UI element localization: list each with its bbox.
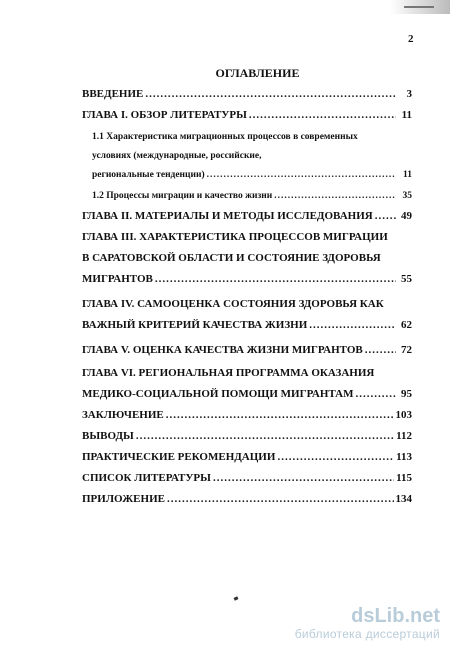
- leader-dots: [309, 315, 396, 336]
- toc-entry-chapter-3: [82, 269, 412, 290]
- toc-entry-text: ВВЕДЕНИЕ: [82, 88, 144, 100]
- toc-entry-page: 72: [401, 344, 412, 356]
- toc-entry-line: условиях (международные, российские,: [92, 151, 262, 161]
- toc-entry-text: ЗАКЛЮЧЕНИЕ: [82, 409, 164, 421]
- table-of-contents: [82, 84, 412, 510]
- leader-dots: [375, 206, 396, 227]
- page-number: 2: [408, 33, 414, 45]
- toc-entry-text: 1.2 Процессы миграции и качество жизни: [92, 191, 273, 201]
- toc-entry-findings: [82, 426, 412, 447]
- toc-entry-page: 112: [396, 430, 412, 442]
- watermark-subtitle: библиотека диссертаций: [294, 627, 440, 641]
- leader-dots: [207, 166, 396, 185]
- leader-dots: [136, 426, 394, 447]
- toc-entry-conclusion: [82, 405, 412, 426]
- toc-entry-chapter-4: [82, 315, 412, 336]
- scan-speck: [234, 596, 239, 600]
- toc-entry-page: 134: [395, 493, 412, 505]
- toc-entry-page: 35: [402, 191, 412, 201]
- toc-entry-text: ПРАКТИЧЕСКИЕ РЕКОМЕНДАЦИИ: [82, 451, 276, 463]
- toc-entry-page: 103: [395, 409, 412, 421]
- leader-dots: [166, 405, 394, 426]
- toc-entry-line: ГЛАВА VI. РЕГИОНАЛЬНАЯ ПРОГРАММА ОКАЗАНИЯ: [82, 367, 375, 379]
- toc-entry-line: ГЛАВА IV. САМООЦЕНКА СОСТОЯНИЯ ЗДОРОВЬЯ КАК: [82, 298, 384, 310]
- leader-dots: [145, 84, 396, 105]
- toc-entry-page: 115: [396, 472, 412, 484]
- toc-entry-appendix: [82, 489, 412, 510]
- leader-dots: [277, 447, 394, 468]
- toc-entry-page: 113: [396, 451, 412, 463]
- leader-dots: [356, 384, 396, 405]
- toc-entry-page: 62: [401, 319, 412, 331]
- toc-entry-page: 49: [401, 210, 412, 222]
- toc-entry-text: ВАЖНЫЙ КРИТЕРИЙ КАЧЕСТВА ЖИЗНИ: [82, 319, 308, 331]
- toc-entry-recommendations: [82, 447, 412, 468]
- toc-entry-chapter-2: [82, 206, 412, 227]
- toc-entry-text: МИГРАНТОВ: [82, 273, 153, 285]
- toc-entry-text: СПИСОК ЛИТЕРАТУРЫ: [82, 472, 211, 484]
- toc-entry-page: 11: [401, 109, 412, 121]
- watermark-logo: dsLib.net: [351, 605, 440, 627]
- toc-entry-text: региональные тенденции): [92, 170, 205, 180]
- toc-entry-page: 95: [401, 388, 412, 400]
- leader-dots: [155, 269, 396, 290]
- toc-entry-text: МЕДИКО-СОЦИАЛЬНОЙ ПОМОЩИ МИГРАНТАМ: [82, 388, 354, 400]
- toc-entry-text: ГЛАВА I. ОБЗОР ЛИТЕРАТУРЫ: [82, 109, 247, 121]
- toc-entry-chapter-6: [82, 384, 412, 405]
- scan-edge-mark: [404, 6, 434, 8]
- toc-entry-line: В САРАТОВСКОЙ ОБЛАСТИ И СОСТОЯНИЕ ЗДОРОВЬЯ: [82, 252, 381, 264]
- toc-title: ОГЛАВЛЕНИЕ: [215, 66, 300, 80]
- toc-entry-chapter-5: [82, 340, 412, 361]
- toc-entry-line: ГЛАВА III. ХАРАКТЕРИСТИКА ПРОЦЕССОВ МИГРАЦИИ: [82, 231, 388, 243]
- toc-entry-page: 55: [401, 273, 412, 285]
- toc-entry-page: 11: [403, 170, 412, 180]
- toc-entry-section-1-1: [82, 166, 412, 185]
- toc-entry-page: 3: [406, 88, 412, 100]
- leader-dots: [249, 105, 396, 126]
- watermark: [295, 605, 440, 641]
- toc-entry-chapter-1: [82, 105, 412, 126]
- toc-entry-text: ГЛАВА V. ОЦЕНКА КАЧЕСТВА ЖИЗНИ МИГРАНТОВ: [82, 344, 363, 356]
- toc-entry-line: 1.1 Характеристика миграционных процессов в современных: [92, 132, 358, 142]
- toc-entry-text: ГЛАВА II. МАТЕРИАЛЫ И МЕТОДЫ ИССЛЕДОВАНИЯ: [82, 210, 373, 222]
- toc-entry-references: [82, 468, 412, 489]
- toc-entry-text: ВЫВОДЫ: [82, 430, 134, 442]
- toc-entry-introduction: [82, 84, 412, 105]
- leader-dots: [167, 489, 394, 510]
- leader-dots: [274, 187, 396, 206]
- toc-entry-text: ПРИЛОЖЕНИЕ: [82, 493, 165, 505]
- leader-dots: [213, 468, 394, 489]
- leader-dots: [365, 340, 396, 361]
- toc-entry-section-1-2: [82, 187, 412, 206]
